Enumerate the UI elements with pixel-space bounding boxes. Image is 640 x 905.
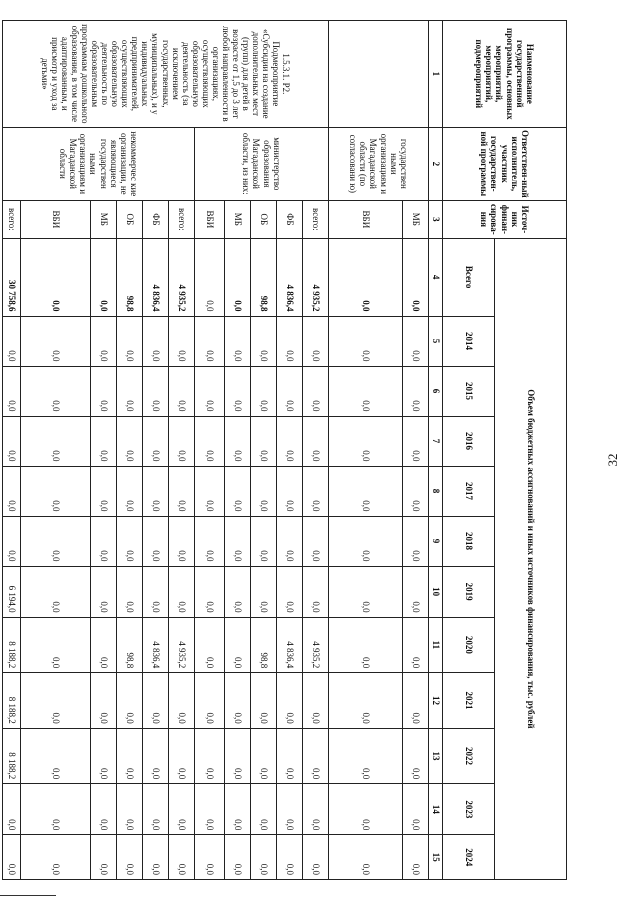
cell-year-value: 0,0 xyxy=(91,516,117,566)
cell-total: 0,0 xyxy=(225,238,251,316)
column-number-row xyxy=(429,21,443,880)
cell-year-value: 0,0 xyxy=(251,516,277,566)
cell-year-value: 8 188,2 xyxy=(3,673,21,729)
cell-year-value: 0,0 xyxy=(195,516,225,566)
cell-source: ФБ xyxy=(143,201,169,239)
cell-source: ОБ xyxy=(251,201,277,239)
cell-year-value: 0,0 xyxy=(3,835,21,880)
cell-year-value: 0,0 xyxy=(143,316,169,366)
cell-year-value: 0,0 xyxy=(251,466,277,516)
header-year: 2020 xyxy=(443,617,495,673)
cell-year-value: 0,0 xyxy=(329,416,403,466)
cell-year-value: 0,0 xyxy=(91,728,117,784)
cell-year-value: 0,0 xyxy=(195,728,225,784)
cell-year-value: 0,0 xyxy=(21,566,91,617)
cell-year-value: 0,0 xyxy=(117,673,143,729)
column-number: 9 xyxy=(429,516,443,566)
cell-year-value: 0,0 xyxy=(329,673,403,729)
cell-year-value: 0,0 xyxy=(251,316,277,366)
cell-source: МБ xyxy=(403,201,429,239)
cell-year-value: 0,0 xyxy=(3,316,21,366)
cell-year-value: 4 836,4 xyxy=(277,617,303,673)
cell-year-value: 0,0 xyxy=(143,366,169,416)
cell-year-value: 0,0 xyxy=(277,728,303,784)
cell-year-value: 0,0 xyxy=(91,835,117,880)
cell-year-value: 0,0 xyxy=(143,416,169,466)
cell-year-value: 0,0 xyxy=(21,516,91,566)
column-number: 5 xyxy=(429,316,443,366)
header-year: 2017 xyxy=(443,466,495,516)
cell-year-value: 0,0 xyxy=(117,466,143,516)
cell-year-value: 0,0 xyxy=(225,366,251,416)
cell-source: всего: xyxy=(303,201,329,239)
column-number: 4 xyxy=(429,238,443,316)
cell-year-value: 0,0 xyxy=(277,366,303,416)
table-row xyxy=(169,21,195,880)
cell-source: всего: xyxy=(3,201,21,239)
cell-year-value: 0,0 xyxy=(329,784,403,835)
cell-year-value: 0,0 xyxy=(3,516,21,566)
header-executor: Ответствен-ный исполнитель, участник государствен-ной программы xyxy=(443,127,567,200)
cell-year-value: 98,8 xyxy=(251,617,277,673)
cell-year-value: 0,0 xyxy=(303,366,329,416)
cell-year-value: 0,0 xyxy=(277,416,303,466)
cell-year-value: 0,0 xyxy=(169,466,195,516)
cell-year-value: 0,0 xyxy=(91,566,117,617)
cell-year-value: 0,0 xyxy=(3,416,21,466)
cell-year-value: 0,0 xyxy=(329,366,403,416)
column-number: 3 xyxy=(429,201,443,239)
cell-year-value: 0,0 xyxy=(91,366,117,416)
cell-year-value: 0,0 xyxy=(3,784,21,835)
header-source: Источ-ник финан-сирова-ния xyxy=(443,201,567,239)
cell-year-value: 0,0 xyxy=(303,784,329,835)
cell-year-value: 0,0 xyxy=(91,673,117,729)
cell-total: 0,0 xyxy=(195,238,225,316)
header-year: 2021 xyxy=(443,673,495,729)
cell-year-value: 0,0 xyxy=(303,728,329,784)
cell-year-value: 0,0 xyxy=(169,566,195,617)
cell-year-value: 0,0 xyxy=(303,835,329,880)
cell-executor: министерство образования Магаданской области, из них: xyxy=(195,127,329,200)
cell-year-value: 0,0 xyxy=(91,617,117,673)
cell-year-value: 0,0 xyxy=(195,784,225,835)
financing-table xyxy=(2,20,567,880)
cell-year-value: 0,0 xyxy=(143,516,169,566)
cell-source: ОБ xyxy=(117,201,143,239)
cell-total: 4 935,2 xyxy=(169,238,195,316)
column-number: 7 xyxy=(429,416,443,466)
page-number: 32 xyxy=(605,453,620,467)
cell-year-value: 0,0 xyxy=(117,416,143,466)
header-name: Наименование государственной программы, основных мероприятий, мероприятий, подмероприятий xyxy=(443,21,567,128)
cell-year-value: 0,0 xyxy=(143,784,169,835)
cell-year-value: 0,0 xyxy=(117,784,143,835)
cell-total: 4 935,2 xyxy=(303,238,329,316)
cell-year-value: 0,0 xyxy=(225,835,251,880)
cell-year-value: 0,0 xyxy=(195,673,225,729)
cell-year-value: 0,0 xyxy=(277,516,303,566)
cell-year-value: 0,0 xyxy=(251,728,277,784)
cell-year-value: 0,0 xyxy=(225,416,251,466)
column-number: 10 xyxy=(429,566,443,617)
cell-total: 0,0 xyxy=(21,238,91,316)
cell-year-value: 0,0 xyxy=(277,316,303,366)
cell-year-value: 0,0 xyxy=(329,728,403,784)
cell-year-value: 0,0 xyxy=(329,566,403,617)
column-number: 12 xyxy=(429,673,443,729)
cell-year-value: 0,0 xyxy=(195,566,225,617)
cell-year-value: 0,0 xyxy=(403,566,429,617)
cell-year-value: 0,0 xyxy=(403,466,429,516)
cell-year-value: 0,0 xyxy=(195,617,225,673)
cell-year-value: 0,0 xyxy=(91,466,117,516)
cell-year-value: 0,0 xyxy=(277,784,303,835)
cell-year-value: 0,0 xyxy=(169,416,195,466)
cell-total: 4 836,4 xyxy=(277,238,303,316)
cell-year-value: 0,0 xyxy=(117,316,143,366)
cell-year-value: 0,0 xyxy=(251,784,277,835)
column-number: 14 xyxy=(429,784,443,835)
cell-year-value: 0,0 xyxy=(277,673,303,729)
cell-year-value: 0,0 xyxy=(169,366,195,416)
cell-source: всего: xyxy=(169,201,195,239)
cell-year-value: 98,8 xyxy=(117,617,143,673)
cell-total: 0,0 xyxy=(91,238,117,316)
cell-year-value: 0,0 xyxy=(169,835,195,880)
cell-year-value: 0,0 xyxy=(303,516,329,566)
cell-year-value: 0,0 xyxy=(277,566,303,617)
header-total: Всего xyxy=(443,238,495,316)
cell-total: 98,8 xyxy=(117,238,143,316)
cell-year-value: 6 194,0 xyxy=(3,566,21,617)
cell-year-value: 0,0 xyxy=(303,416,329,466)
cell-year-value: 0,0 xyxy=(21,673,91,729)
cell-year-value: 0,0 xyxy=(329,316,403,366)
cell-year-value: 0,0 xyxy=(225,784,251,835)
cell-year-value: 0,0 xyxy=(117,728,143,784)
cell-year-value: 0,0 xyxy=(403,516,429,566)
header-year: 2023 xyxy=(443,784,495,835)
cell-year-value: 0,0 xyxy=(403,673,429,729)
cell-year-value: 0,0 xyxy=(403,784,429,835)
column-number: 11 xyxy=(429,617,443,673)
cell-year-value: 0,0 xyxy=(195,416,225,466)
cell-year-value: 0,0 xyxy=(277,835,303,880)
column-number: 1 xyxy=(429,21,443,128)
cell-year-value: 0,0 xyxy=(329,466,403,516)
header-year: 2024 xyxy=(443,835,495,880)
cell-year-value: 0,0 xyxy=(117,566,143,617)
cell-year-value: 0,0 xyxy=(117,835,143,880)
rotated-table-container xyxy=(6,20,567,880)
cell-year-value: 0,0 xyxy=(169,728,195,784)
cell-executor: государствен ными организациям и Магаданской области (по согласовани ю) xyxy=(329,127,429,200)
cell-year-value: 0,0 xyxy=(303,466,329,516)
cell-year-value: 0,0 xyxy=(225,466,251,516)
header-year: 2014 xyxy=(443,316,495,366)
cell-year-value: 0,0 xyxy=(117,366,143,416)
cell-year-value: 0,0 xyxy=(143,673,169,729)
cell-year-value: 8 188,2 xyxy=(3,617,21,673)
cell-year-value: 0,0 xyxy=(225,728,251,784)
cell-year-value: 0,0 xyxy=(329,516,403,566)
cell-year-value: 0,0 xyxy=(195,316,225,366)
cell-year-value: 0,0 xyxy=(195,835,225,880)
cell-executor: некоммерчес кие организации, не являющиеся государствен ными организациям и Магаданской области xyxy=(3,127,195,200)
column-number: 13 xyxy=(429,728,443,784)
cell-total: 4 836,4 xyxy=(143,238,169,316)
cell-year-value: 0,0 xyxy=(143,835,169,880)
column-number: 6 xyxy=(429,366,443,416)
cell-year-value: 0,0 xyxy=(225,316,251,366)
cell-year-value: 0,0 xyxy=(21,617,91,673)
cell-year-value: 0,0 xyxy=(225,566,251,617)
header-year: 2019 xyxy=(443,566,495,617)
column-number: 8 xyxy=(429,466,443,516)
cell-year-value: 0,0 xyxy=(303,673,329,729)
cell-year-value: 0,0 xyxy=(251,366,277,416)
cell-year-value: 4 836,4 xyxy=(143,617,169,673)
cell-source: ВБИ xyxy=(195,201,225,239)
cell-year-value: 0,0 xyxy=(329,835,403,880)
cell-year-value: 0,0 xyxy=(403,835,429,880)
cell-year-value: 0,0 xyxy=(251,416,277,466)
cell-source: МБ xyxy=(225,201,251,239)
cell-year-value: 0,0 xyxy=(251,835,277,880)
cell-year-value: 0,0 xyxy=(21,728,91,784)
cell-year-value: 0,0 xyxy=(225,516,251,566)
header-year: 2016 xyxy=(443,416,495,466)
cell-source: ВБИ xyxy=(329,201,403,239)
cell-year-value: 0,0 xyxy=(169,673,195,729)
cell-year-value: 0,0 xyxy=(225,673,251,729)
cell-year-value: 8 188,2 xyxy=(3,728,21,784)
table-row xyxy=(303,21,329,880)
cell-year-value: 0,0 xyxy=(143,566,169,617)
cell-year-value: 0,0 xyxy=(169,784,195,835)
cell-year-value: 0,0 xyxy=(143,466,169,516)
header-year: 2022 xyxy=(443,728,495,784)
cell-year-value: 0,0 xyxy=(303,316,329,366)
column-number: 15 xyxy=(429,835,443,880)
header-year: 2015 xyxy=(443,366,495,416)
cell-total: 30 758,6 xyxy=(3,238,21,316)
cell-year-value: 0,0 xyxy=(117,516,143,566)
cell-year-value: 0,0 xyxy=(403,416,429,466)
cell-total: 0,0 xyxy=(329,238,403,316)
cell-year-value: 0,0 xyxy=(195,366,225,416)
cell-year-value: 0,0 xyxy=(277,466,303,516)
cell-year-value: 0,0 xyxy=(3,466,21,516)
table-body xyxy=(3,21,429,880)
cell-year-value: 0,0 xyxy=(21,316,91,366)
cell-year-value: 4 935,2 xyxy=(169,617,195,673)
column-number: 2 xyxy=(429,127,443,200)
cell-year-value: 0,0 xyxy=(143,728,169,784)
cell-year-value: 0,0 xyxy=(403,617,429,673)
table-row xyxy=(403,21,429,880)
cell-year-value: 0,0 xyxy=(303,566,329,617)
cell-year-value: 4 935,2 xyxy=(303,617,329,673)
cell-source: ВБИ xyxy=(21,201,91,239)
cell-year-value: 0,0 xyxy=(3,366,21,416)
cell-source: МБ xyxy=(91,201,117,239)
cell-source: ФБ xyxy=(277,201,303,239)
header-year: 2018 xyxy=(443,516,495,566)
cell-year-value: 0,0 xyxy=(403,728,429,784)
cell-year-value: 0,0 xyxy=(403,366,429,416)
cell-year-value: 0,0 xyxy=(169,316,195,366)
cell-year-value: 0,0 xyxy=(91,316,117,366)
cell-year-value: 0,0 xyxy=(251,566,277,617)
cell-year-value: 0,0 xyxy=(21,835,91,880)
footnote-separator xyxy=(0,895,56,896)
cell-year-value: 0,0 xyxy=(21,784,91,835)
cell-year-value: 0,0 xyxy=(169,516,195,566)
cell-total: 98,8 xyxy=(251,238,277,316)
cell-year-value: 0,0 xyxy=(403,316,429,366)
cell-year-value: 0,0 xyxy=(21,416,91,466)
cell-total: 0,0 xyxy=(403,238,429,316)
cell-name-continued xyxy=(329,21,429,128)
header-volume: Объем бюджетных ассигнований и иных источников финансирования, тыс. рублей xyxy=(495,238,567,879)
cell-year-value: 0,0 xyxy=(251,673,277,729)
cell-year-value: 0,0 xyxy=(21,366,91,416)
cell-year-value: 0,0 xyxy=(21,466,91,516)
cell-year-value: 0,0 xyxy=(91,784,117,835)
cell-year-value: 0,0 xyxy=(91,416,117,466)
cell-year-value: 0,0 xyxy=(329,617,403,673)
cell-year-value: 0,0 xyxy=(225,617,251,673)
cell-year-value: 0,0 xyxy=(195,466,225,516)
cell-subevent-name: 1.5.3.1. Р2. Подмероприятие «Субсидии на создание дополнительных мест (групп) для детей в возрасте от 1,5 до 3 лет любой направленности в организациях, осуществляющих образовательную деятельность (за исключением государственных, муниципальных), и у индивидуальных предпринимателей, осуществляющих образовательную деятельность по образовательным программам дошкольного образования, в том числе адаптированным, и присмотр и уход за детьми» xyxy=(3,21,329,128)
